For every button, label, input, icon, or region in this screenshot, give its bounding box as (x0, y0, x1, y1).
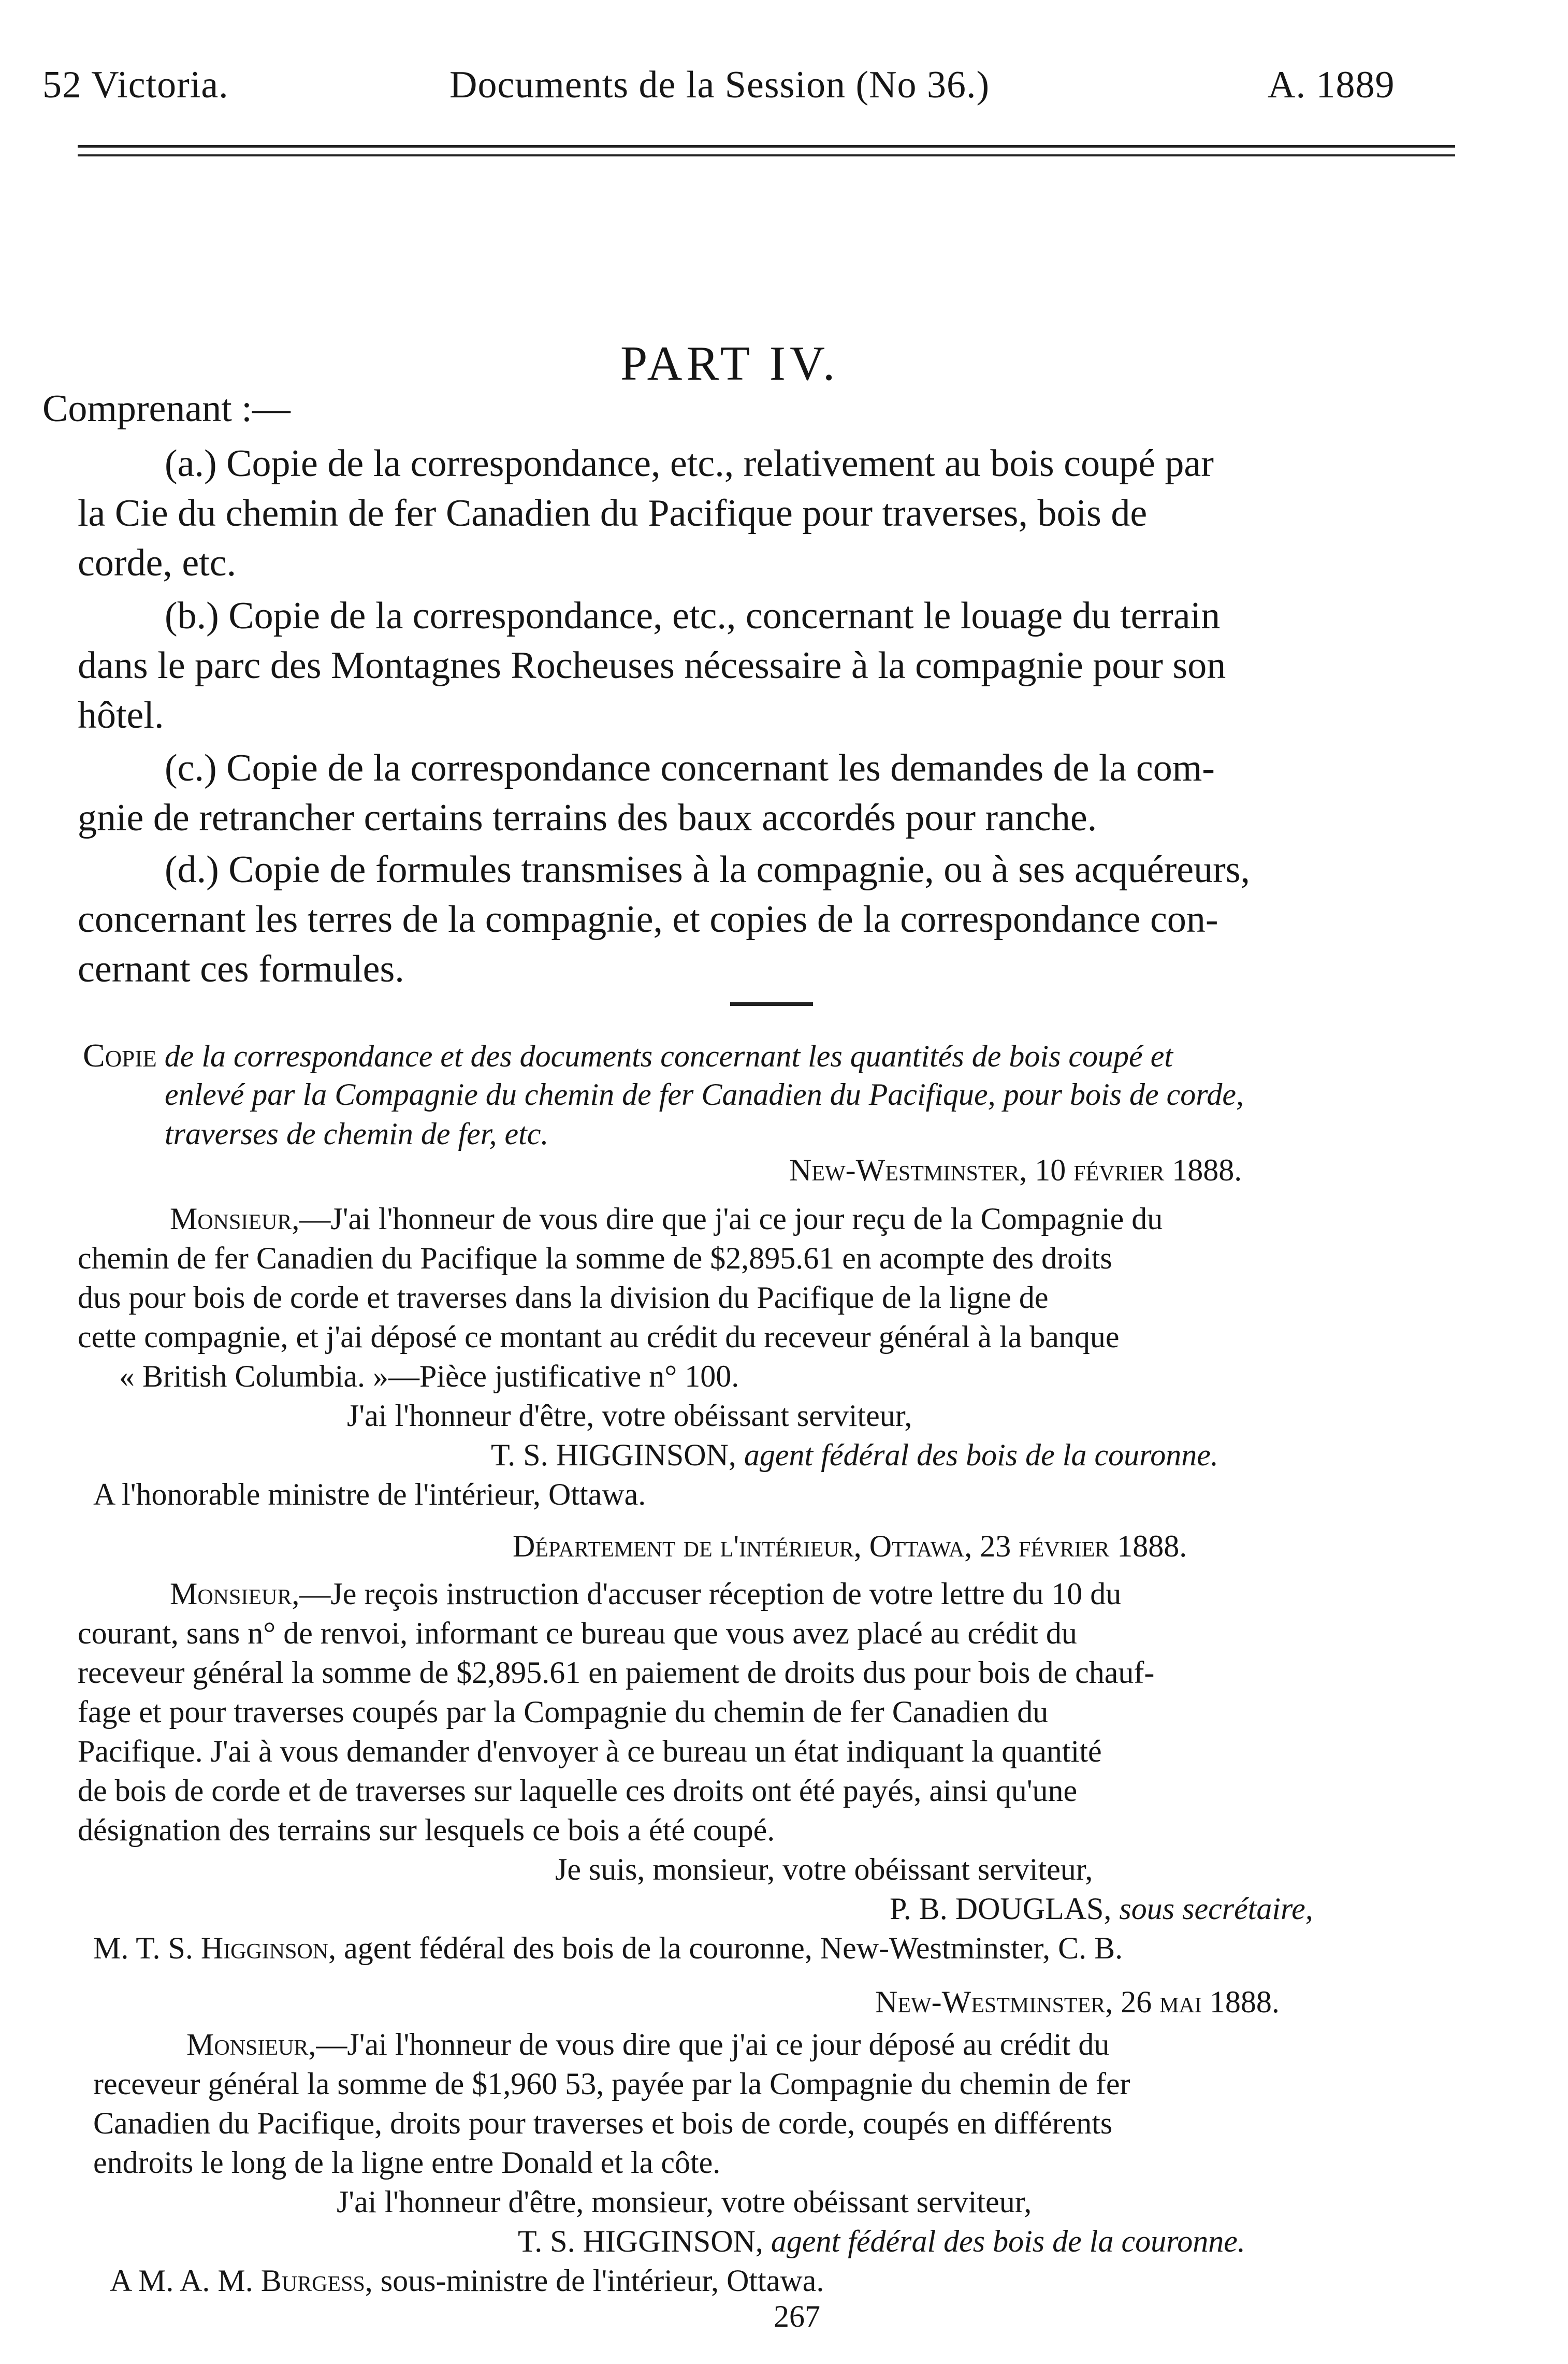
page-number: 267 (774, 2299, 820, 2333)
comprenant-label: Comprenant :— (42, 387, 291, 430)
copie-line3: traverses de chemin de fer, etc. (165, 1117, 549, 1151)
letter3-addressee-rest: sous-ministre de l'intérieur, Ottawa. (380, 2264, 824, 2298)
item-d-line2: concernant les terres de la compagnie, et copies de la correspondance con- (78, 898, 1218, 941)
letter1-signer-name: T. S. HIGGINSON, (491, 1438, 736, 1472)
letter2-text1: —Je reçois instruction d'accuser réception de votre lettre du 10 du (299, 1577, 1122, 1611)
item-d-line3: cernant ces formules. (78, 948, 404, 990)
letter2-line3: receveur général la somme de $2,895.61 en paiement de droits dus pour bois de chauf- (78, 1655, 1155, 1690)
letter2-line1 (170, 1575, 1121, 1613)
item-d-label: (d.) (165, 848, 219, 891)
letter2-salutation: Monsieur, (170, 1577, 300, 1611)
item-a-line1 (165, 439, 1214, 488)
letter3-line2: receveur général la somme de $1,960 53, payée par la Compagnie du chemin de fer (93, 2067, 1130, 2101)
letter3-addressee (110, 2261, 824, 2300)
item-a-line3: corde, etc. (78, 542, 237, 584)
letter1-addressee: A l'honorable ministre de l'intérieur, Ottawa. (93, 1477, 646, 1511)
letter2-dept: Département de l'intérieur, (513, 1529, 862, 1563)
letter2-closing: Je suis, monsieur, votre obéissant serviteur, (555, 1852, 1093, 1886)
letter2-line4: fage et pour traverses coupés par la Compagnie du chemin de fer Canadien du (78, 1695, 1049, 1729)
letter3-line1 (186, 2025, 1109, 2064)
letter2-line6: de bois de corde et de traverses sur laquelle ces droits ont été payés, ainsi qu'une (78, 1774, 1078, 1808)
item-c-text1: Copie de la correspondance concernant les demandes de la com- (226, 747, 1215, 789)
part-title: PART IV. (620, 337, 839, 391)
letter3-signer-name: T. S. HIGGINSON, (518, 2224, 763, 2258)
letter2-heading (513, 1527, 1187, 1566)
letter1-line1 (170, 1200, 1163, 1238)
letter1-line5: « British Columbia. »—Pièce justificative n° 100. (119, 1359, 739, 1393)
letter2-addressee-rest: agent fédéral des bois de la couronne, New-Westminster, C. B. (344, 1931, 1123, 1965)
header-rule-bottom (78, 154, 1455, 156)
letter1-closing: J'ai l'honneur d'être, votre obéissant serviteur, (347, 1399, 912, 1433)
letter1-signature (491, 1436, 1218, 1475)
letter2-place-date: Ottawa, 23 février 1888. (869, 1529, 1187, 1563)
header-rule-top (78, 145, 1455, 148)
item-a-text1: Copie de la correspondance, etc., relativement au bois coupé par (226, 442, 1214, 485)
header-center: Documents de la Session (No 36.) (449, 64, 990, 106)
letter3-salutation: Monsieur, (186, 2027, 316, 2062)
section-separator (730, 1002, 813, 1006)
item-d-text1: Copie de formules transmises à la compagnie, ou à ses acquéreurs, (228, 848, 1251, 891)
letter2-addressee-name: M. T. S. Higginson, (93, 1931, 337, 1965)
letter2-signature (890, 1890, 1313, 1928)
item-d-line1 (165, 845, 1250, 895)
item-b-line3: hôtel. (78, 694, 164, 737)
letter2-addressee (93, 1929, 1123, 1968)
letter3-signature (518, 2222, 1245, 2261)
copie-line1 (83, 1036, 1173, 1076)
item-c-line1 (165, 744, 1215, 793)
letter2-signer-name: P. B. DOUGLAS, (890, 1892, 1112, 1926)
item-a-label: (a.) (165, 442, 217, 485)
header-right: A. 1889 (1268, 64, 1395, 106)
copie-lead: Copie (83, 1037, 157, 1074)
item-a-line2: la Cie du chemin de fer Canadien du Pacifique pour traverses, bois de (78, 492, 1148, 535)
copie-line2: enlevé par la Compagnie du chemin de fer Canadien du Pacifique, pour bois de corde, (165, 1077, 1244, 1112)
letter1-line2: chemin de fer Canadien du Pacifique la somme de $2,895.61 en acompte des droits (78, 1241, 1112, 1275)
item-b-text1: Copie de la correspondance, etc., concernant le louage du terrain (228, 595, 1221, 637)
letter1-text1: —J'ai l'honneur de vous dire que j'ai ce jour reçu de la Compagnie du (299, 1202, 1163, 1236)
item-b-label: (b.) (165, 595, 219, 637)
letter3-text1: —J'ai l'honneur de vous dire que j'ai ce jour déposé au crédit du (316, 2027, 1110, 2062)
letter1-line3: dus pour bois de corde et traverses dans la division du Pacifique de la ligne de (78, 1280, 1049, 1315)
letter2-line2: courant, sans n° de renvoi, informant ce bureau que vous avez placé au crédit du (78, 1616, 1077, 1650)
letter1-salutation: Monsieur, (170, 1202, 300, 1236)
letter1-signer-title: agent fédéral des bois de la couronne. (744, 1438, 1218, 1472)
letter2-line7: désignation des terrains sur lesquels ce bois a été coupé. (78, 1813, 775, 1847)
letter1-place-date: New-Westminster, 10 février 1888. (789, 1153, 1242, 1187)
letter3-closing: J'ai l'honneur d'être, monsieur, votre obéissant serviteur, (337, 2185, 1032, 2219)
header-left: 52 Victoria. (42, 64, 229, 106)
letter2-line5: Pacifique. J'ai à vous demander d'envoyer à ce bureau un état indiquant la quantité (78, 1734, 1102, 1768)
item-c-line2: gnie de retrancher certains terrains des baux accordés pour ranche. (78, 797, 1097, 839)
copie-text1: de la correspondance et des documents concernant les quantités de bois coupé et (164, 1039, 1173, 1073)
letter3-line4: endroits le long de la ligne entre Donald et la côte. (93, 2145, 721, 2180)
item-c-label: (c.) (165, 747, 217, 789)
letter1-line4: cette compagnie, et j'ai déposé ce montant au crédit du receveur général à la banque (78, 1320, 1120, 1354)
letter3-place-date: New-Westminster, 26 mai 1888. (875, 1985, 1280, 2019)
letter3-line3: Canadien du Pacifique, droits pour traverses et bois de corde, coupés en différents (93, 2106, 1113, 2140)
letter3-addressee-name: A M. A. M. Burgess, (110, 2264, 373, 2298)
letter3-signer-title: agent fédéral des bois de la couronne. (771, 2224, 1245, 2258)
item-b-line1 (165, 592, 1220, 641)
letter2-signer-title: sous secrétaire, (1119, 1892, 1313, 1926)
item-b-line2: dans le parc des Montagnes Rocheuses nécessaire à la compagnie pour son (78, 644, 1226, 687)
